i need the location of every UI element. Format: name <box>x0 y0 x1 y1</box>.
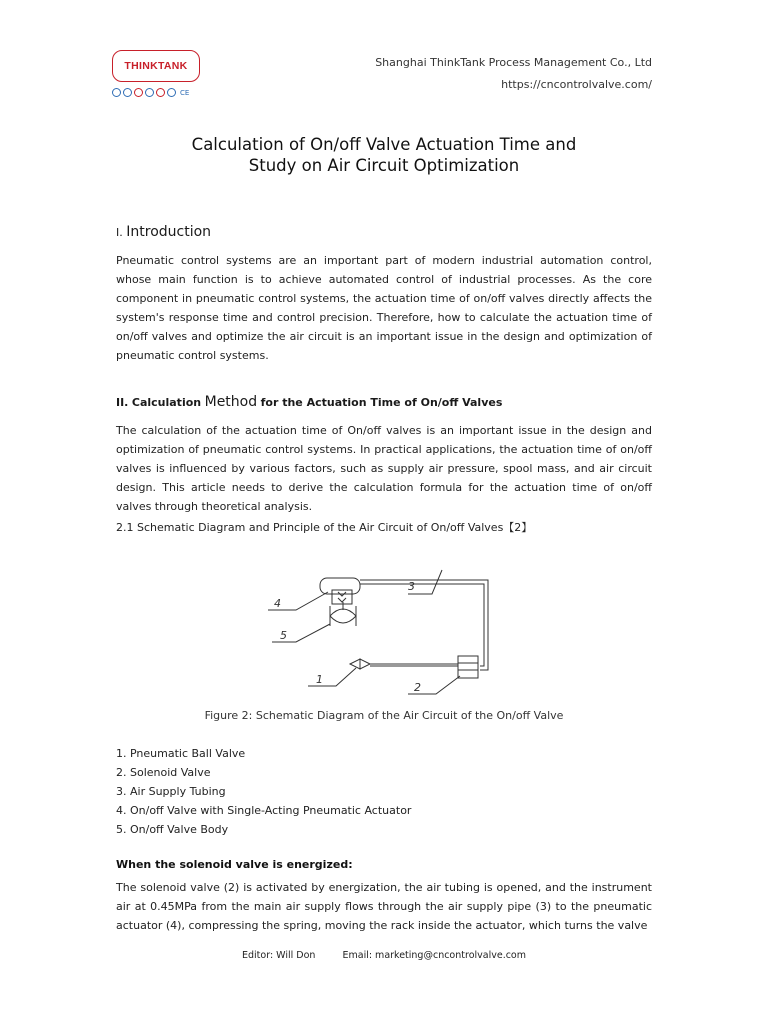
actuator-shape <box>320 578 360 594</box>
label-3: 3 <box>408 580 415 593</box>
company-logo <box>112 50 200 97</box>
ce-mark-icon: CE <box>180 88 190 97</box>
section-1-heading <box>116 224 211 240</box>
logo-text: THINKTANK <box>112 50 200 82</box>
section-2-title-post: for the Actuation Time of On/off Valves <box>260 396 503 409</box>
valve-body-shape <box>330 609 356 623</box>
document-title <box>0 134 768 176</box>
cert-icon <box>134 88 143 97</box>
section-1-body: Pneumatic control systems are an important part of modern industrial automation control, whose main function is to achieve automated control of industrial processes. As the core component in pneumatic control systems, the actuation time of on/off valves directly affects the system's response time and control precision. Therefore, how to calculate the actuation time of on/off valves and optimize the air circuit is an important issue in the design and optimization of pneumatic control systems. <box>116 254 652 363</box>
component-list <box>116 744 411 839</box>
section-1-number: I. <box>116 226 123 239</box>
list-item: 2. Solenoid Valve <box>116 766 211 779</box>
label-5: 5 <box>280 629 287 642</box>
section-2-number: II. <box>116 396 129 409</box>
company-url[interactable]: https://cncontrolvalve.com/ <box>501 78 652 91</box>
cert-icon <box>167 88 176 97</box>
energized-heading: When the solenoid valve is energized: <box>116 858 353 871</box>
section-1-title: Introduction <box>126 224 212 240</box>
label-1: 1 <box>316 673 323 686</box>
footer-email[interactable]: Email: marketing@cncontrolvalve.com <box>342 950 526 961</box>
section-2-heading <box>116 394 502 410</box>
cert-icon <box>123 88 132 97</box>
cert-icon <box>112 88 121 97</box>
ball-valve-shape <box>350 659 370 669</box>
title-line-2: Study on Air Circuit Optimization <box>248 156 520 175</box>
section-2-title-pre: Calculation <box>131 396 202 409</box>
company-header <box>375 52 652 96</box>
list-item: 5. On/off Valve Body <box>116 823 229 836</box>
figure-caption: Figure 2: Schematic Diagram of the Air Circuit of the On/off Valve <box>204 709 564 722</box>
list-item: 4. On/off Valve with Single-Acting Pneumatic Actuator <box>116 804 412 817</box>
list-item: 3. Air Supply Tubing <box>116 785 226 798</box>
section-2-body: The calculation of the actuation time of On/off valves is an important issue in the design and optimization of pneumatic control systems. In practical applications, the actuation time of on/off valves is influenced by various factors, such as supply air pressure, spool mass, and air circuit design. This article needs to derive the calculation formula for the actuation time of on/off valves through theoretical analysis. <box>116 424 652 514</box>
label-4: 4 <box>274 597 281 610</box>
subsection-2-1-heading: 2.1 Schematic Diagram and Principle of the Air Circuit of On/off Valves【2】 <box>116 521 533 534</box>
list-item: 1. Pneumatic Ball Valve <box>116 747 246 760</box>
title-line-1: Calculation of On/off Valve Actuation Time and <box>191 135 577 154</box>
page-footer <box>0 950 768 961</box>
certification-icons <box>112 88 200 97</box>
energized-body: The solenoid valve (2) is activated by energization, the air tubing is opened, and the instrument air at 0.45MPa from the main air supply flows through the air supply pipe (3) to the pneumatic actuator (4), compressing the spring, moving the rack inside the actuator, which turns the valve <box>116 881 652 933</box>
solenoid-valve-shape <box>458 656 478 678</box>
label-2: 2 <box>414 681 421 694</box>
company-name: Shanghai ThinkTank Process Management Co., Ltd <box>375 56 652 69</box>
air-circuit-diagram <box>260 562 500 702</box>
cert-icon <box>156 88 165 97</box>
section-2-title-method: Method <box>204 394 258 410</box>
cert-icon <box>145 88 154 97</box>
footer-editor: Editor: Will Don <box>242 950 316 961</box>
